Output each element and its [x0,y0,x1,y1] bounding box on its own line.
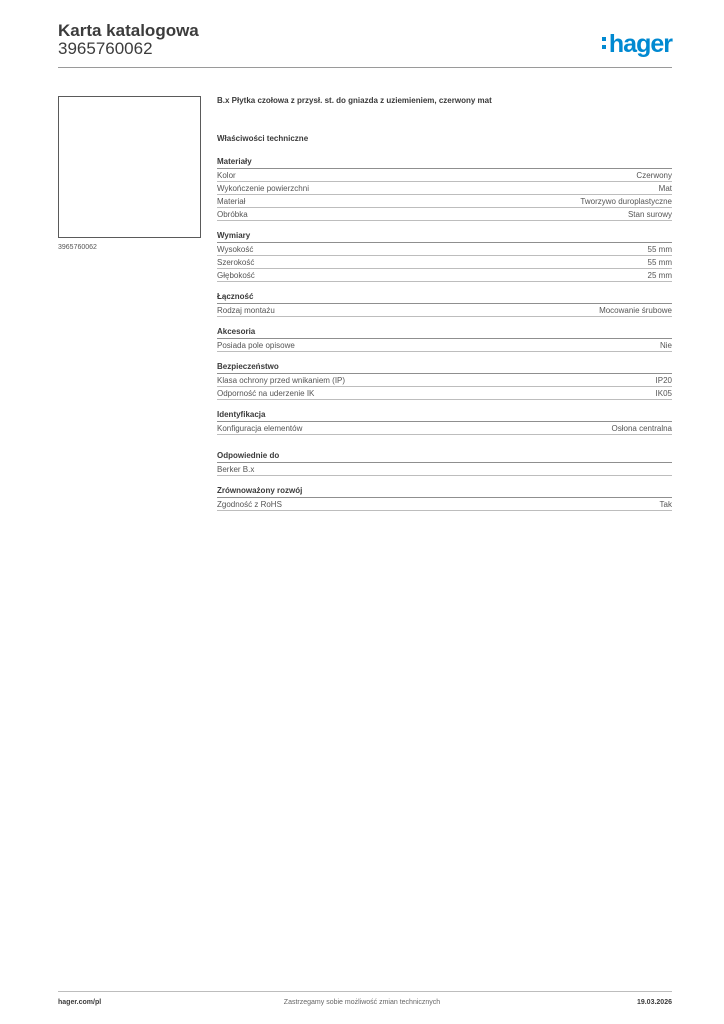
spec-label: Kolor [217,171,236,180]
sustainability-section [217,486,672,511]
spec-label: Głębokość [217,271,255,280]
spec-label: Odporność na uderzenie IK [217,389,315,398]
spec-value: Tworzywo duroplastyczne [580,197,672,206]
spec-value: Nie [659,341,672,350]
spec-row [217,339,672,352]
spec-label: Berker B.x [217,465,255,474]
header-divider [58,67,672,68]
spec-row [217,256,672,269]
spec-label: Szerokość [217,258,255,267]
product-description: B.x Płytka czołowa z przysł. st. do gniazda z uziemieniem, czerwony mat [217,96,492,105]
spec-section [217,292,672,317]
hager-logo [602,30,672,59]
product-image-frame [58,96,201,238]
section-title: Łączność [217,292,672,304]
spec-section [217,362,672,400]
spec-row [217,195,672,208]
spec-sheet [217,96,672,521]
spec-label: Konfiguracja elementów [217,424,303,433]
spec-section [217,157,672,221]
section-title: Odpowiednie do [217,451,672,463]
spec-value: 25 mm [647,271,672,280]
spec-value: 55 mm [647,245,672,254]
spec-row [217,208,672,221]
section-title: Bezpieczeństwo [217,362,672,374]
spec-row [217,269,672,282]
spec-row [217,182,672,195]
spec-sections [217,157,672,435]
spec-row [217,169,672,182]
spec-section [217,231,672,282]
footer-date: 19.03.2026 [636,999,672,1006]
spec-value: Mocowanie śrubowe [599,306,672,315]
section-title: Wymiary [217,231,672,243]
spec-row [217,304,672,317]
footer-website: hager.com/pl [58,999,102,1006]
spec-label: Obróbka [217,210,248,219]
spec-value: Tak [659,500,672,509]
spec-row [217,422,672,435]
spec-row [217,374,672,387]
catalog-number: 3965760062 [58,39,153,58]
spec-section [217,327,672,352]
spec-value: 55 mm [647,258,672,267]
spec-row [217,498,672,511]
spec-row [217,387,672,400]
page-title: Karta katalogowa [58,21,199,40]
logo-dots-icon [602,37,607,53]
section-title: Materiały [217,157,672,169]
spec-row [217,463,672,476]
spec-section [217,410,672,435]
section-title: Akcesoria [217,327,672,339]
spec-label: Zgodność z RoHS [217,500,282,509]
footer-divider [58,991,672,992]
spec-value: Czerwony [636,171,672,180]
spec-label: Materiał [217,197,246,206]
spec-value: IP20 [655,376,672,385]
spec-value: Osłona centralna [611,424,672,433]
suitable-section [217,451,672,476]
spec-value: Mat [658,184,672,193]
spec-label: Posiada pole opisowe [217,341,295,350]
spec-label: Klasa ochrony przed wnikaniem (IP) [217,376,346,385]
tech-properties-heading: Właściwości techniczne [217,134,309,143]
spec-label: Wykończenie powierzchni [217,184,309,193]
spec-label: Rodzaj montażu [217,306,275,315]
spec-value: IK05 [655,389,672,398]
spec-value: Stan surowy [627,210,672,219]
section-title: Identyfikacja [217,410,672,422]
product-image-caption: 3965760062 [58,244,97,251]
spec-row [217,243,672,256]
logo-text: hager [608,30,672,58]
spec-label: Wysokość [217,245,254,254]
footer-notice: Zastrzegamy sobie możliwość zmian technicznych [283,999,441,1006]
section-title: Zrównoważony rozwój [217,486,672,498]
